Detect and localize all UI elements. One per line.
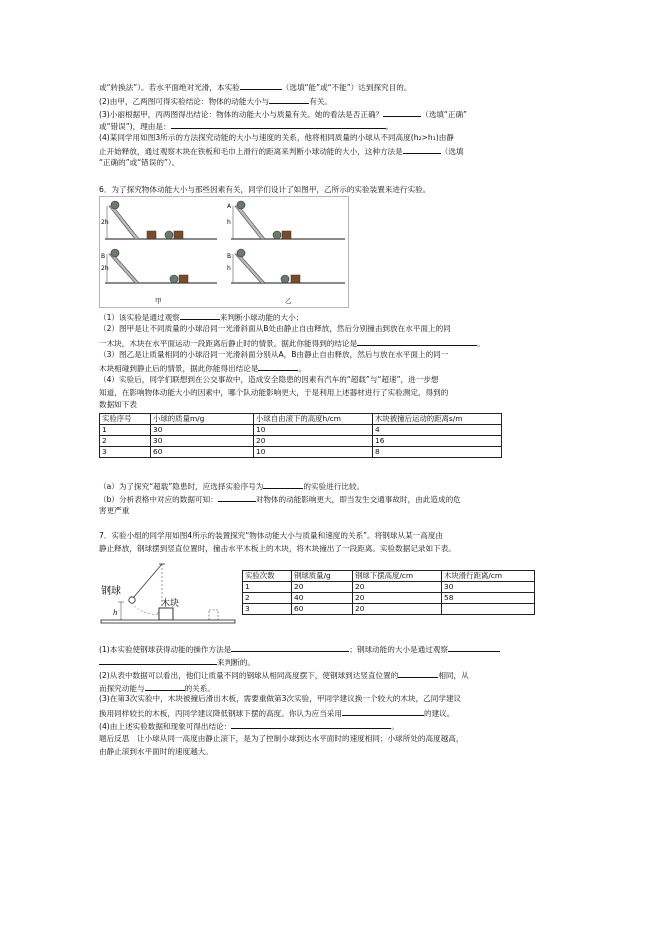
svg-text:h: h bbox=[227, 265, 231, 272]
svg-text:B: B bbox=[101, 253, 106, 260]
q6-p4a: （4）实验后，同学们联想到在公交事故中，造成安全隐患的因素有汽车的“超载”与“超速”，进一步想 bbox=[99, 375, 439, 384]
q7-title-b: 静止释放，钢球摆到竖直位置时，撞击水平木板上的木块，将木块撞出了一段距离。实验数据记录如下表。 bbox=[99, 544, 456, 553]
svg-text:2h: 2h bbox=[101, 219, 109, 226]
q6-pa: （a）为了探究“超载”隐患时，应选择实验序号为 的实验进行比较。 bbox=[99, 482, 365, 491]
blank bbox=[269, 95, 309, 104]
table-header-row bbox=[100, 414, 502, 425]
table-cell: 20 bbox=[292, 582, 353, 593]
ball-icon bbox=[129, 597, 135, 603]
label-block: 木块 bbox=[161, 599, 180, 609]
table-cell: 16 bbox=[373, 436, 502, 447]
q6-title: 6．为了探究物体动能大小与那些因素有关，同学们设计了如图甲，乙所示的实验装置来进行实验。 bbox=[99, 185, 431, 194]
svg-text:A: A bbox=[227, 203, 232, 210]
table-cell: 10 bbox=[254, 447, 373, 458]
table-cell: 60 bbox=[151, 447, 254, 458]
top-line-7: “正确的”或“错误的”）。 bbox=[99, 158, 180, 167]
q6-p2b: 一木块，木块在水平面运动一段距离后静止时的情景。据此你能得到的结论是 。 bbox=[99, 339, 485, 348]
table-cell: 58 bbox=[442, 593, 535, 604]
q7-p4: (4)由上述实验数据和现象可得出结论： 。 bbox=[99, 722, 399, 731]
q7-table bbox=[242, 570, 535, 615]
table-cell: 1 bbox=[243, 582, 292, 593]
top-line-4: 或“错误”)，理由是： 。 bbox=[99, 122, 394, 131]
fig-label-right: 乙 bbox=[285, 297, 292, 305]
blank bbox=[342, 707, 424, 716]
q6-figure bbox=[99, 196, 349, 308]
table-cell: 20 bbox=[353, 593, 442, 604]
q6-p1: （1）该实验是通过观察 来判断小球动能的大小； bbox=[99, 313, 304, 322]
table-cell: 20 bbox=[353, 582, 442, 593]
top-line-1: 或“转换法”）。若水平面绝对光滑，本实验 （选填“能”或“不能”）达到探究目的。 bbox=[99, 83, 412, 92]
table-cell: 4 bbox=[373, 425, 502, 436]
table-row bbox=[100, 436, 502, 447]
table-header-row bbox=[243, 571, 535, 582]
table-cell: 10 bbox=[254, 425, 373, 436]
blank bbox=[403, 145, 441, 154]
svg-text:2h: 2h bbox=[101, 265, 109, 272]
table-header: 木块被撞后运动的距离s/m bbox=[373, 414, 502, 425]
q7-p3b: 换用同样较长的木板，丙同学建议降低钢球下摆的高度。你认为应当采用 的建议。 bbox=[99, 709, 455, 718]
figure-frame bbox=[100, 197, 349, 308]
table-row bbox=[100, 447, 502, 458]
table-header: 钢球质量/g bbox=[292, 571, 353, 582]
top-line-3: (3)小丽根据甲，丙两图得出结论：物体的动能大小与质量有关。她的看法是否正确？ （选填“正确” bbox=[99, 110, 467, 119]
table-cell: 1 bbox=[100, 425, 151, 436]
table-cell: 40 bbox=[292, 593, 353, 604]
table-cell: 3 bbox=[100, 447, 151, 458]
table-header: 小球自由滚下的高度h/cm bbox=[254, 414, 373, 425]
blank bbox=[263, 480, 303, 489]
blank bbox=[218, 493, 256, 502]
table-header: 实验次数 bbox=[243, 571, 292, 582]
table-cell bbox=[442, 604, 535, 615]
q6-pb: （b）分析表格中对应的数据可知： 对物体的动能影响更大，即当发生交通事故时，由此造成的危 bbox=[99, 495, 461, 504]
table-header: 木块滑行距离/cm bbox=[442, 571, 535, 582]
blank bbox=[99, 656, 217, 665]
pendulum-string bbox=[133, 564, 162, 598]
blank bbox=[171, 120, 386, 129]
table-header: 小球的质量m/g bbox=[151, 414, 254, 425]
top-line-5: (4)某同学用如图3所示的方法探究动能的大小与速度的关系，他将相同质量的小球从不同高度(h₂>h₁)由静 bbox=[99, 133, 454, 142]
q7-reflection-1: 题后反思 让小球从同一高度由静止滚下，是为了控制小球到达水平面时的速度相同；小球所处的高度越高， bbox=[99, 734, 464, 743]
blank bbox=[448, 643, 500, 652]
table-row bbox=[243, 604, 535, 615]
table-cell: 30 bbox=[151, 436, 254, 447]
q7-title-a: 7．实验小组的同学用如图4所示的装置探究“物体动能大小与质量和速度的关系”。将钢球从某一高度由 bbox=[99, 531, 444, 540]
q7-p2c: 而探究动能与 的关系。 bbox=[99, 684, 215, 693]
q7-reflection-2: 由静止滚到水平面时的速度越大。 bbox=[99, 747, 213, 756]
table-cell: 20 bbox=[353, 604, 442, 615]
svg-text:B: B bbox=[227, 253, 232, 260]
table-row bbox=[243, 582, 535, 593]
blank bbox=[258, 362, 298, 371]
q7-figure bbox=[99, 560, 237, 640]
table-cell: 30 bbox=[442, 582, 535, 593]
q6-pb3: 害更严重 bbox=[99, 506, 130, 515]
table-cell: 3 bbox=[243, 604, 292, 615]
q6-p2a: （2）图甲是让不同质量的小球沿同一光滑斜面从B处由静止自由释放，然后分别撞击到放在水平面上的同 bbox=[99, 324, 451, 333]
blank bbox=[231, 643, 349, 652]
table-row bbox=[243, 593, 535, 604]
q6-p3b: 木块相碰到静止后的情景，据此你能得出结论是 。 bbox=[99, 364, 307, 373]
table-cell: 8 bbox=[373, 447, 502, 458]
table-cell: 2 bbox=[100, 436, 151, 447]
q7-p1: (1)本实验使钢球获得动能的操作方法是 ；钢球动能的大小是通过观察 bbox=[99, 643, 500, 655]
q6-p4b: 知道，在影响物体动能大小的因素中，哪个队动能影响更大，于是利用上述器材进行了实验测定，得到的 bbox=[99, 388, 449, 397]
table-cell: 30 bbox=[151, 425, 254, 436]
blank bbox=[383, 108, 421, 117]
q6-p4c: 数据如下表 bbox=[99, 400, 137, 409]
q6-table bbox=[99, 413, 502, 458]
table-row bbox=[100, 425, 502, 436]
q7-p2a: (2)从表中数据可以看出，他们让质量不同的钢球从相同高度摆下，使钢球到达竖直位置的 相同，从 bbox=[99, 671, 469, 680]
svg-text:h: h bbox=[227, 219, 231, 226]
fig-label-left: 甲 bbox=[155, 297, 162, 305]
table-header: 实验序号 bbox=[100, 414, 151, 425]
block-icon bbox=[159, 608, 173, 620]
label-ball: 钢球 bbox=[101, 586, 121, 597]
q6-p3a: （3）图乙是让质量相同的小球沿同一光滑斜面分别从A，B由静止自由释放，然后与放在水平面上的同一 bbox=[99, 350, 449, 359]
svg-text:h: h bbox=[113, 609, 118, 617]
top-line-2: (2)由甲，乙两图可得实验结论：物体的动能大小与 有关。 bbox=[99, 97, 333, 106]
blank bbox=[180, 311, 220, 320]
blank bbox=[231, 720, 391, 729]
table-cell: 20 bbox=[254, 436, 373, 447]
board bbox=[101, 620, 235, 623]
blank bbox=[240, 81, 282, 90]
table-header: 钢球下摆高度/cm bbox=[353, 571, 442, 582]
q7-p3a: (3)在第3次实验中，木块被撞后滑出木板，需要重做第3次实验，甲同学建议换一个较大的木块，乙同学建议 bbox=[99, 694, 462, 703]
blank bbox=[145, 682, 185, 691]
blank bbox=[357, 337, 477, 346]
q7-p1c: 来判断的。 bbox=[99, 656, 255, 668]
table-cell: 2 bbox=[243, 593, 292, 604]
blank bbox=[398, 669, 438, 678]
table-cell: 60 bbox=[292, 604, 353, 615]
top-line-6: 止开始释放，通过观察木块在铁板和毛巾上滑行的距离来判断小球动能的大小，这种方法是 （选填 bbox=[99, 147, 464, 156]
